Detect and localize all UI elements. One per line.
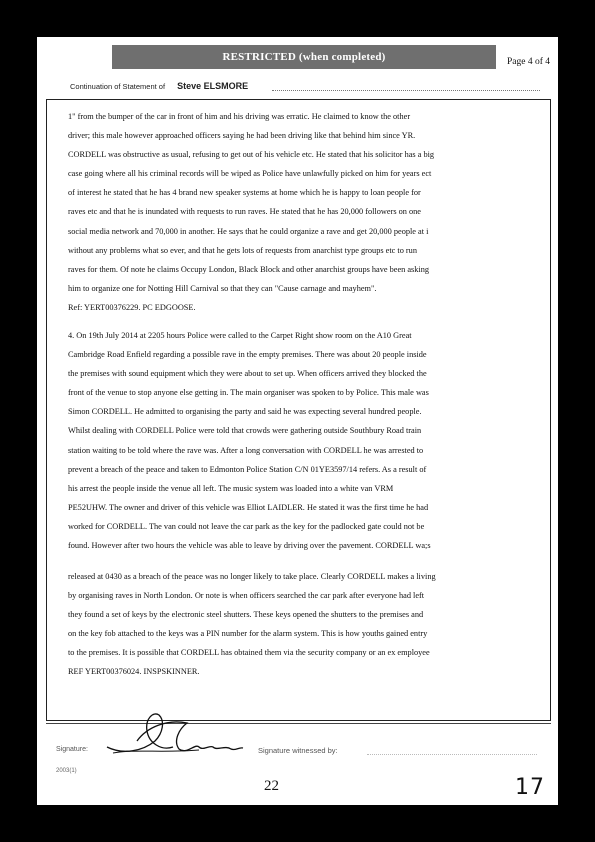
statement-name: Steve ELSMORE	[177, 81, 249, 91]
body-line: on the key fob attached to the keys was a PIN number for the alarm system. This is how youths gained entry	[68, 629, 428, 639]
body-line: his arrest the people inside the venue all left. The music system was loaded into a white van VRM	[68, 483, 394, 493]
body-line: Simon CORDELL. He admitted to organising the party and said he was expecting several hundred people.	[68, 407, 422, 417]
body-line: case going where all his criminal records will be wiped as Police have unlawfully picked on him for years ect	[68, 169, 432, 179]
body-line: Ref: YERT00376229. PC EDGOOSE.	[68, 302, 196, 312]
body-line: of interest he stated that he has 4 brand new speaker systems at home which he is happy to loan people for	[68, 188, 421, 198]
handwritten-page-number: 17	[515, 775, 545, 800]
body-line: without any problems what so ever, and that he gets lots of requests from anarchist type groups etc to run	[68, 245, 417, 255]
signature-label: Signature:	[56, 746, 88, 753]
body-line: raves etc and that he is inundated with requests to run raves. He stated that he has 20,000 followers on one	[68, 207, 421, 217]
body-line: front of the venue to stop anyone else getting in. The main organiser was spoken to by Police. This male was	[68, 388, 429, 398]
continuation-line	[70, 81, 540, 91]
body-line: found. However after two hours the vehicle was able to leave by driving over the pavement. CORDELL wa;s	[68, 541, 431, 551]
statement-page	[37, 37, 558, 805]
body-line: worked for CORDELL. The van could not leave the car park as the key for the padlocked gate could not be	[68, 521, 425, 531]
witness-dotted-line	[367, 754, 537, 755]
paragraph-1	[68, 107, 550, 317]
paragraph-2	[68, 326, 550, 555]
continuation-label: Continuation of Statement of	[70, 82, 166, 91]
body-line: they found a set of keys by the electronic steel shutters. These keys opened the shutters to the premises and	[68, 610, 424, 620]
body-line: by organising raves in North London. Or note is when officers searched the car park after everyone had left	[68, 591, 425, 601]
body-line: CORDELL was obstructive as usual, refusing to get out of his vehicle etc. He stated that his solicitor has a big	[68, 150, 435, 160]
continuation-dotted-line	[272, 90, 540, 91]
body-line: to the premises. It is possible that CORDELL has obtained them via the security company or an ex employee	[68, 648, 430, 658]
body-line: PE52UHW. The owner and driver of this vehicle was Elliot LAIDLER. He stated it was the first time he had	[68, 502, 429, 512]
body-line: station waiting to be told where the rave was. After a long conversation with CORDELL he was arrested to	[68, 445, 424, 455]
body-line: REF YERT00376024. INSPSKINNER.	[68, 667, 200, 677]
body-line: 1" from the bumper of the car in front of him and his driving was erratic. He claimed to know the other	[68, 112, 411, 121]
body-line: the premises with sound equipment which they were about to set up. When officers arrived they blocked the	[68, 369, 427, 379]
witness-label: Signature witnessed by:	[258, 746, 338, 755]
handwritten-signature	[103, 707, 253, 759]
body-line: 4. On 19th July 2014 at 2205 hours Police were called to the Carpet Right show room on the A10 Great	[68, 331, 412, 340]
paragraph-3	[68, 567, 550, 682]
body-line: Cambridge Road Enfield regarding a possible rave in the empty premises. There was about 20 people inside	[68, 350, 427, 360]
body-line: released at 0430 as a breach of the peace was no longer likely to take place. Clearly CORDELL makes a living	[68, 572, 436, 581]
body-line: social media network and 70,000 in another. He says that he could organize a rave and get 20,000 people at i	[68, 226, 429, 236]
form-code: 2003(1)	[56, 768, 77, 774]
body-line: driver; this male however approached officers saying he had been driving like that behind him since YR.	[68, 131, 416, 141]
page-number: 22	[264, 778, 279, 794]
body-line: Whilst dealing with CORDELL Police were told that crowds were gathering outside Southbury Road train	[68, 426, 422, 436]
body-line: him to organize one for Notting Hill Carnival so that they can "Cause carnage and mayhem".	[68, 283, 377, 293]
body-line: prevent a breach of the peace and taken to Edmonton Police Station C/N 01YE3597/14 refers. As a result of	[68, 464, 427, 474]
restricted-banner: RESTRICTED (when completed)	[112, 45, 496, 69]
page-indicator: Page 4 of 4	[507, 57, 551, 67]
body-line: raves for them. Of note he claims Occupy London, Black Block and other anarchist groups have been asking	[68, 264, 430, 274]
